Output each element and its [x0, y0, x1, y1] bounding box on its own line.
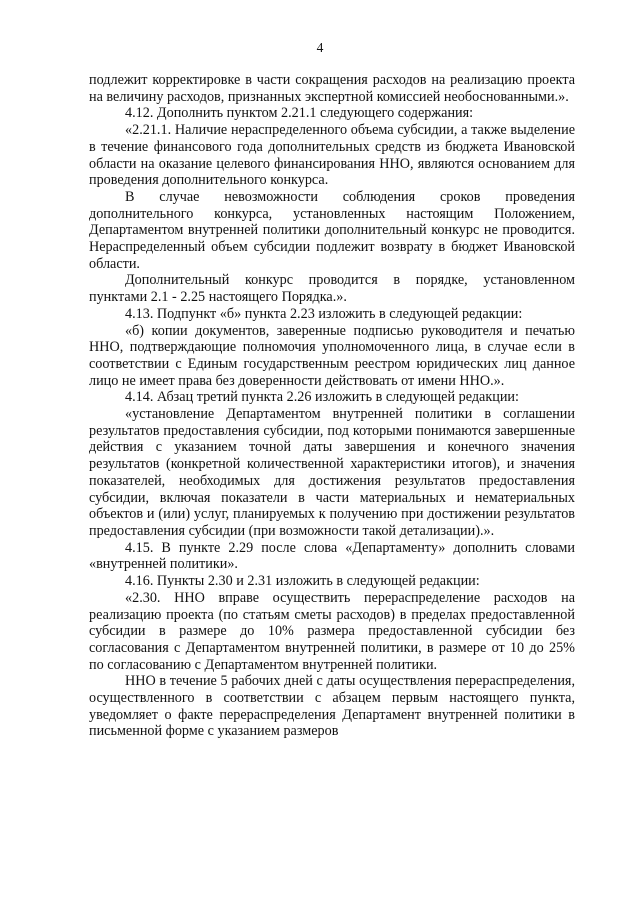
paragraph-continuation: подлежит корректировке в части сокращения расходов на реализацию проекта на величину расходов, признанных экспертной комиссией необоснованными.». — [89, 72, 575, 105]
document-body — [89, 72, 575, 740]
paragraph-additional-contest-procedure: Дополнительный конкурс проводится в порядке, установленном пунктами 2.1 - 2.25 настоящего Порядка.». — [89, 272, 575, 306]
paragraph-2-21-1: «2.21.1. Наличие нераспределенного объема субсидии, а также выделение в течение финансового года дополнительных средств из бюджета Ивановской области на оказание целевого финансирования ННО, являются основанием для проведения дополнительного конкурса. — [89, 122, 575, 189]
paragraph-additional-contest-deadline: В случае невозможности соблюдения сроков проведения дополнительного конкурса, установленных настоящим Положением, Департаментом внутренней политики дополнительный конкурс не проводится. Нераспределенный объем субсидии подлежит возврату в бюджет Ивановской области. — [89, 188, 575, 272]
paragraph-2-30: «2.30. ННО вправе осуществить перераспределение расходов на реализацию проекта (по статьям сметы расходов) в пределах предоставленной субсидии в размере до 10% размера предоставленной субсидии без согласования с Департаментом внутренней политики, в размере от 10 до 25% по согласованию с Департаментом внутренней политики. — [89, 589, 575, 673]
paragraph-4-14: 4.14. Абзац третий пункта 2.26 изложить в следующей редакции: — [125, 389, 519, 406]
paragraph-4-13: 4.13. Подпункт «б» пункта 2.23 изложить в следующей редакции: — [125, 305, 523, 322]
paragraph-4-16: 4.16. Пункты 2.30 и 2.31 изложить в следующей редакции: — [125, 573, 480, 590]
paragraph-4-15: 4.15. В пункте 2.29 после слова «Департаменту» дополнить словами «внутренней политики». — [89, 539, 575, 573]
paragraph-nno-notification: ННО в течение 5 рабочих дней с даты осуществления перераспределения, осуществленного в соответствии с абзацем первым настоящего пункта, уведомляет о факте перераспределения Департамент внутренней политики в письменной форме с указанием размеров — [89, 673, 575, 740]
paragraph-results-establishment: «установление Департаментом внутренней политики в соглашении результатов предоставления субсидии, под которыми понимаются завершенные действия с указанием точной даты завершения и конечного значения результатов (конкретной количественной характеристики итогов), и значения показателей, необходимых для достижения результатов предоставления субсидии, включая показатели в части материальных и нематериальных объектов и (или) услуг, планируемых к получению при достижении результатов предоставления субсидии (при возможности такой детализации).». — [89, 406, 575, 539]
page-number: 4 — [316, 40, 324, 55]
paragraph-4-12: 4.12. Дополнить пунктом 2.21.1 следующего содержания: — [125, 105, 474, 122]
paragraph-subitem-b: «б) копии документов, заверенные подписью руководителя и печатью ННО, подтверждающие полномочия уполномоченного лица, в случае если в соответствии с Единым государственным реестром юридических лиц данное лицо не имеет права без доверенности действовать от имени ННО.». — [89, 322, 575, 389]
